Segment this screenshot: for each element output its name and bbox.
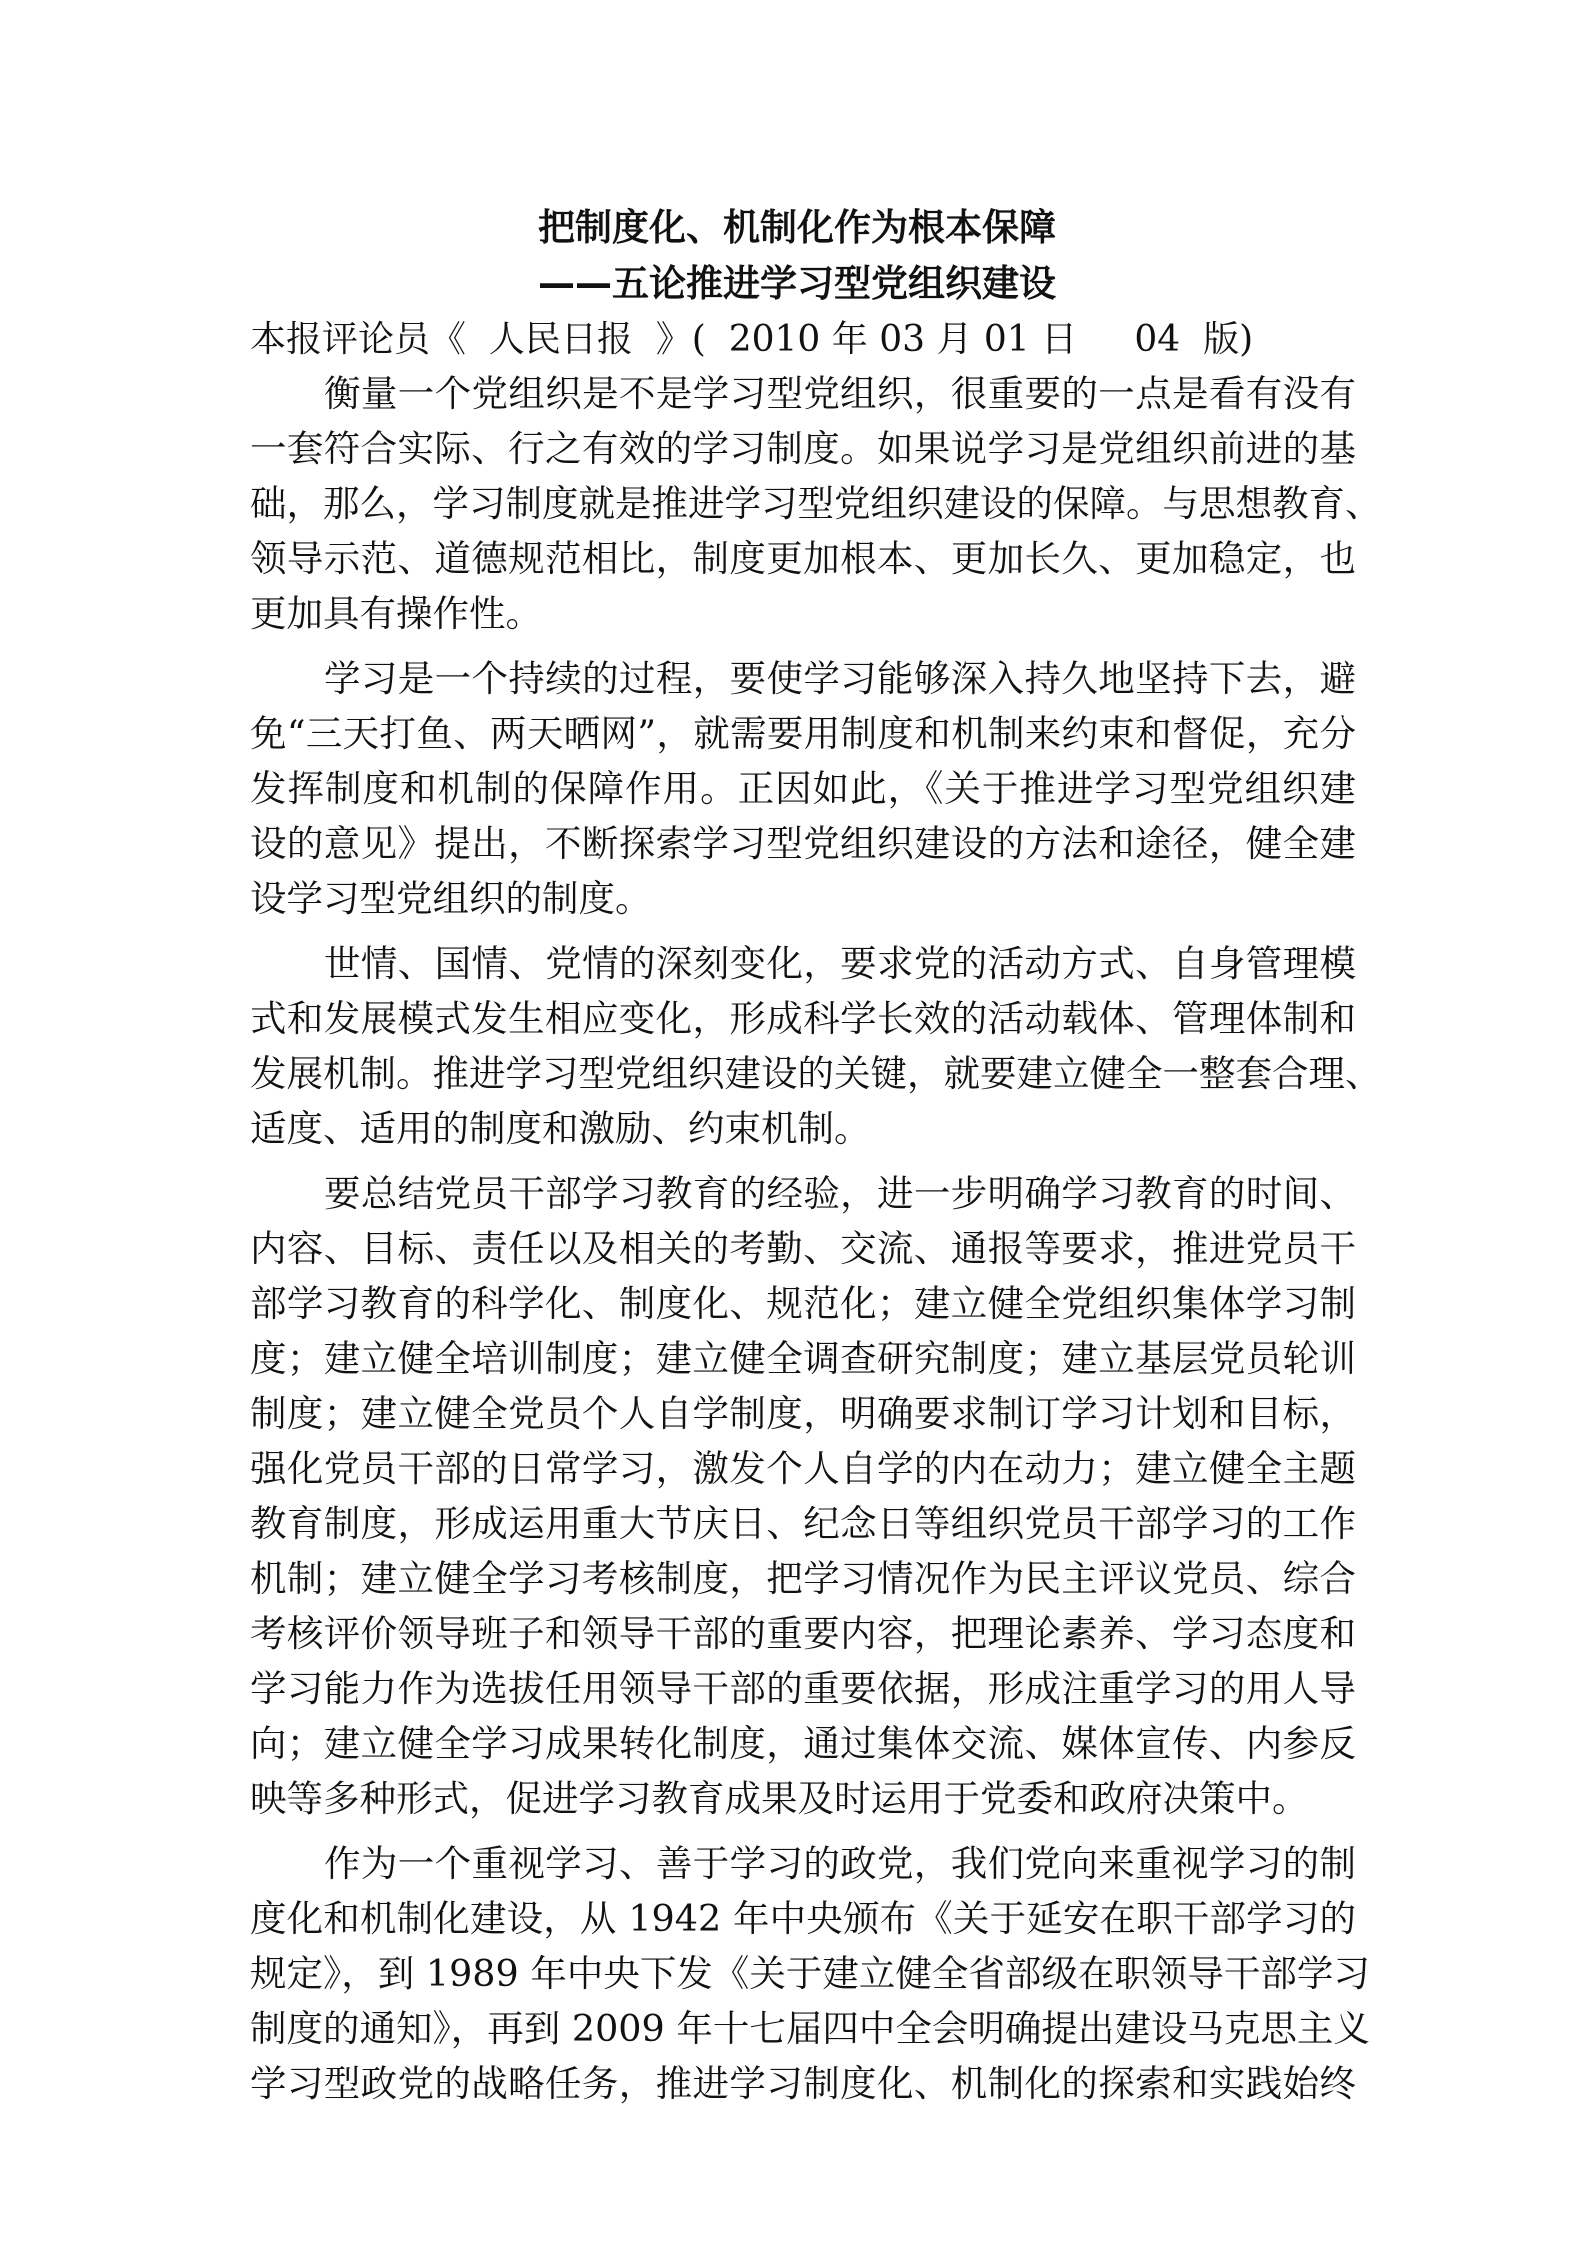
paragraph-line: 学习是一个持续的过程，要使学习能够深入持久地坚持下去，避 xyxy=(324,657,1356,700)
paragraph-line: 设学习型党组织的制度。 xyxy=(250,877,652,920)
paragraph-line: 免“三天打鱼、两天晒网”，就需要用制度和机制来约束和督促，充分 xyxy=(250,712,1356,755)
paragraph-line: 式和发展模式发生相应变化，形成科学长效的活动载体、管理体制和 xyxy=(250,997,1356,1040)
paragraph-line: 衡量一个党组织是不是学习型党组织，很重要的一点是看有没有 xyxy=(324,372,1356,415)
paragraph-line: 教育制度，形成运用重大节庆日、纪念日等组织党员干部学习的工作 xyxy=(250,1502,1356,1545)
article-subtitle: ——五论推进学习型党组织建设 xyxy=(538,262,1056,305)
paragraph-line: 映等多种形式，促进学习教育成果及时运用于党委和政府决策中。 xyxy=(250,1777,1309,1820)
paragraph-line: 学习能力作为选拔任用领导干部的重要依据，形成注重学习的用人导 xyxy=(250,1667,1356,1710)
paragraph-line: 度；建立健全培训制度；建立健全调查研究制度；建立基层党员轮训 xyxy=(250,1337,1356,1380)
article-body xyxy=(250,366,1382,2121)
paragraph-line: 制度的通知》，再到 2009 年十七届四中全会明确提出建设马克思主义 xyxy=(250,2007,1370,2050)
paragraph xyxy=(250,366,1382,641)
paragraph-line: 领导示范、道德规范相比，制度更加根本、更加长久、更加稳定，也 xyxy=(250,537,1356,580)
paragraph xyxy=(250,936,1382,1156)
paragraph-line: 适度、适用的制度和激励、约束机制。 xyxy=(250,1107,871,1150)
paragraph-line: 世情、国情、党情的深刻变化，要求党的活动方式、自身管理模 xyxy=(324,942,1356,985)
paragraph-line: 设的意见》提出，不断探索学习型党组织建设的方法和途径，健全建 xyxy=(250,822,1356,865)
paragraph xyxy=(250,1836,1370,2111)
paragraph xyxy=(250,651,1356,926)
paragraph-line: 度化和机制化建设，从 1942 年中央颁布《关于延安在职干部学习的 xyxy=(250,1897,1356,1940)
paragraph-line: 更加具有操作性。 xyxy=(250,592,542,635)
paragraph-line: 一套符合实际、行之有效的学习制度。如果说学习是党组织前进的基 xyxy=(250,427,1356,470)
paragraph-line: 础，那么，学习制度就是推进学习型党组织建设的保障。与思想教育、 xyxy=(250,482,1382,525)
byline: 本报评论员《 人民日报 》( 2010 年 03 月 01 日 04 版) xyxy=(250,319,1254,360)
paragraph-line: 发展机制。推进学习型党组织建设的关键，就要建立健全一整套合理、 xyxy=(250,1052,1382,1095)
paragraph-line: 内容、目标、责任以及相关的考勤、交流、通报等要求，推进党员干 xyxy=(250,1227,1356,1270)
paragraph-line: 考核评价领导班子和领导干部的重要内容，把理论素养、学习态度和 xyxy=(250,1612,1356,1655)
paragraph xyxy=(250,1166,1356,1826)
paragraph-line: 作为一个重视学习、善于学习的政党，我们党向来重视学习的制 xyxy=(324,1842,1356,1885)
paragraph-line: 要总结党员干部学习教育的经验，进一步明确学习教育的时间、 xyxy=(324,1172,1356,1215)
paragraph-line: 学习型政党的战略任务，推进学习制度化、机制化的探索和实践始终 xyxy=(250,2062,1356,2105)
paragraph-line: 强化党员干部的日常学习，激发个人自学的内在动力；建立健全主题 xyxy=(250,1447,1356,1490)
paragraph-line: 制度；建立健全党员个人自学制度，明确要求制订学习计划和目标， xyxy=(250,1392,1356,1435)
paragraph-line: 规定》，到 1989 年中央下发《关于建立健全省部级在职领导干部学习 xyxy=(250,1952,1370,1995)
paragraph-line: 机制；建立健全学习考核制度，把学习情况作为民主评议党员、综合 xyxy=(250,1557,1356,1600)
paragraph-line: 部学习教育的科学化、制度化、规范化；建立健全党组织集体学习制 xyxy=(250,1282,1356,1325)
paragraph-line: 向；建立健全学习成果转化制度，通过集体交流、媒体宣传、内参反 xyxy=(250,1722,1356,1765)
paragraph-line: 发挥制度和机制的保障作用。正因如此，《关于推进学习型党组织建 xyxy=(250,767,1356,810)
article-title: 把制度化、机制化作为根本保障 xyxy=(538,206,1056,249)
